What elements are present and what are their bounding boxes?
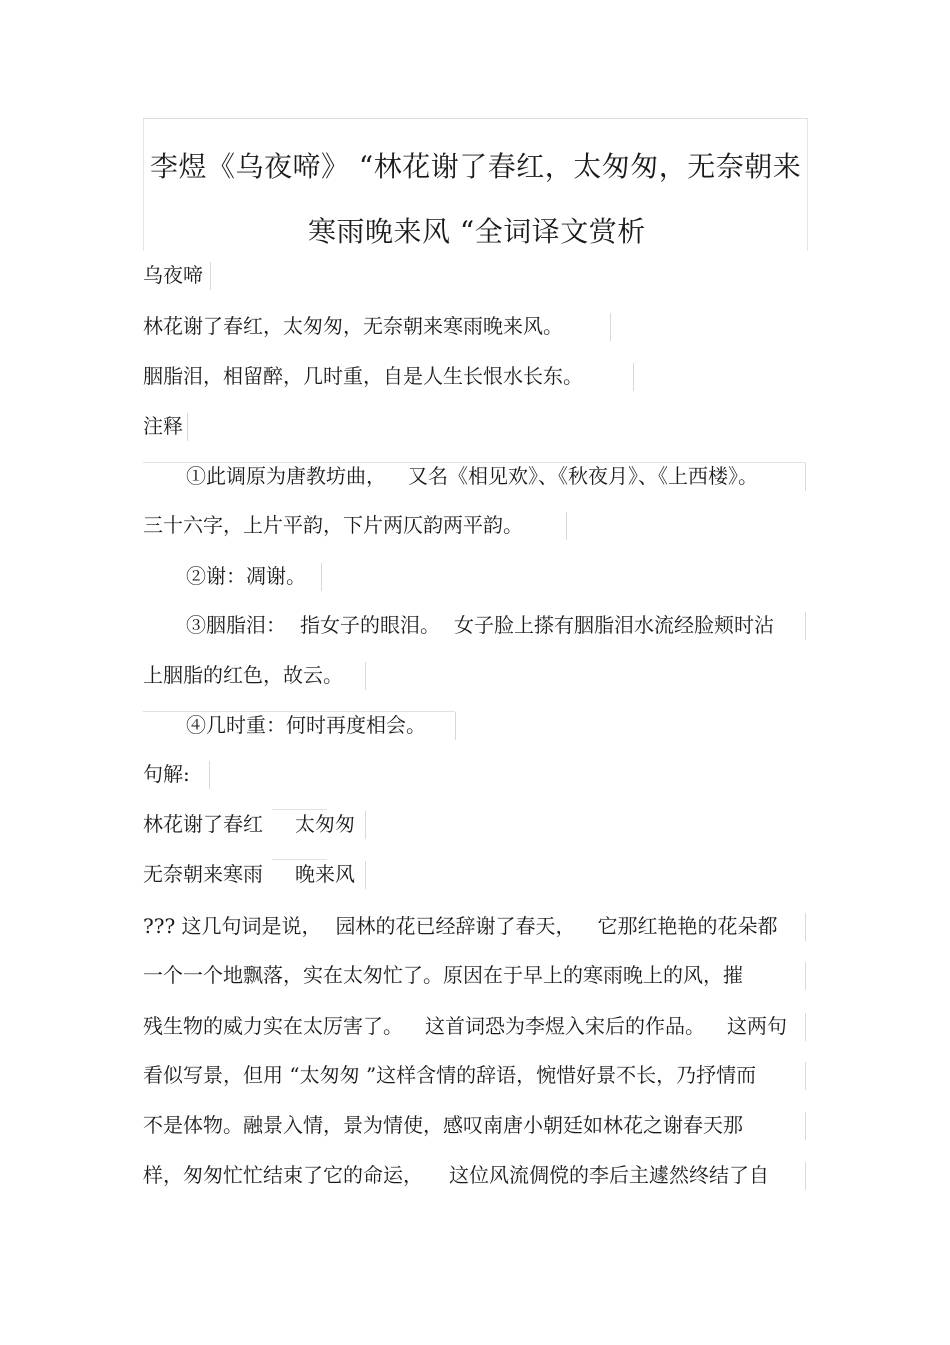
- note-3-part-c: 女子脸上搽有胭脂泪水流经脸颊时沾: [454, 613, 774, 637]
- divider: [805, 1112, 806, 1140]
- divider: [455, 712, 456, 740]
- paragraph-line-6-part-b: 这位风流倜傥的李后主遽然终结了自: [449, 1163, 769, 1187]
- divider: [566, 512, 567, 540]
- divider: [805, 1162, 806, 1190]
- sentence-2: [143, 860, 355, 888]
- note-2: ②谢：凋谢。: [186, 564, 306, 588]
- sentence-1-part-b: 太匆匆: [295, 812, 355, 836]
- divider: [209, 761, 210, 789]
- note-1-part-a: ①此调原为唐教坊曲，: [186, 464, 386, 488]
- divider: [805, 612, 806, 640]
- divider: [610, 313, 611, 341]
- paragraph-line-3-part-a: 残生物的威力实在太厉害了。: [143, 1014, 403, 1038]
- paragraph-line-1: [143, 912, 778, 940]
- divider: [187, 413, 188, 441]
- divider: [365, 861, 366, 889]
- divider: [365, 811, 366, 839]
- divider: [365, 662, 366, 690]
- poem-line-1: 林花谢了春红，太匆匆，无奈朝来寒雨晚来风。: [143, 314, 563, 338]
- divider: [805, 962, 806, 990]
- sentence-heading: 句解:: [143, 762, 190, 786]
- divider: [272, 809, 327, 810]
- sentence-1-part-a: 林花谢了春红: [143, 812, 263, 836]
- divider: [272, 859, 327, 860]
- note-3-part-b: 指女子的眼泪。: [300, 613, 440, 637]
- sentence-1: [143, 810, 355, 838]
- paragraph-line-4: 看似写景，但用 “太匆匆 ”这样含情的辞语，惋惜好景不长，乃抒情而: [143, 1063, 757, 1087]
- divider: [210, 262, 211, 290]
- note-4: ④几时重：何时再度相会。: [186, 713, 426, 737]
- paragraph-line-2: 一个一个地飘落，实在太匆忙了。原因在于早上的寒雨晚上的风，摧: [143, 963, 743, 987]
- document-title-line1: 李煜《乌夜啼》 “林花谢了春红，太匆匆，无奈朝来: [150, 150, 802, 183]
- poem-title: 乌夜啼: [143, 263, 203, 287]
- note-1-continued: 三十六字，上片平韵，下片两仄韵两平韵。: [143, 513, 523, 537]
- paragraph-line-1-part-a: ??? 这几句词是说，: [143, 914, 322, 938]
- paragraph-line-1-part-c: 它那红艳艳的花朵都: [597, 914, 778, 938]
- paragraph-line-6: [143, 1161, 769, 1189]
- note-3: [186, 611, 774, 639]
- paragraph-line-3-part-b: 这首词恐为李煜入宋后的作品。: [425, 1014, 705, 1038]
- paragraph-line-3: [143, 1012, 787, 1040]
- divider: [805, 1062, 806, 1090]
- paragraph-line-6-part-a: 样，匆匆忙忙结束了它的命运，: [143, 1163, 423, 1187]
- note-3-part-a: ③胭脂泪：: [186, 613, 286, 637]
- divider: [321, 563, 322, 591]
- notes-heading: 注释: [143, 414, 183, 438]
- poem-line-2: 胭脂泪，相留醉，几时重，自是人生长恨水长东。: [143, 364, 583, 388]
- note-3-continued: 上胭脂的红色，故云。: [143, 663, 343, 687]
- paragraph-line-5: 不是体物。融景入情，景为情使，感叹南唐小朝廷如林花之谢春天那: [143, 1113, 743, 1137]
- document-title-line2: 寒雨晚来风 “全词译文赏析: [308, 215, 646, 248]
- sentence-2-part-b: 晚来风: [295, 862, 355, 886]
- divider: [805, 913, 806, 941]
- note-1-part-b: 又名《相见欢》、《秋夜月》、《上西楼》。: [408, 464, 758, 488]
- divider: [805, 1013, 806, 1041]
- divider: [633, 363, 634, 391]
- paragraph-line-1-part-b: 园林的花已经辞谢了春天，: [335, 914, 576, 938]
- divider: [805, 463, 806, 491]
- paragraph-line-3-part-c: 这两句: [727, 1014, 787, 1038]
- note-1: [186, 462, 758, 490]
- sentence-2-part-a: 无奈朝来寒雨: [143, 862, 263, 886]
